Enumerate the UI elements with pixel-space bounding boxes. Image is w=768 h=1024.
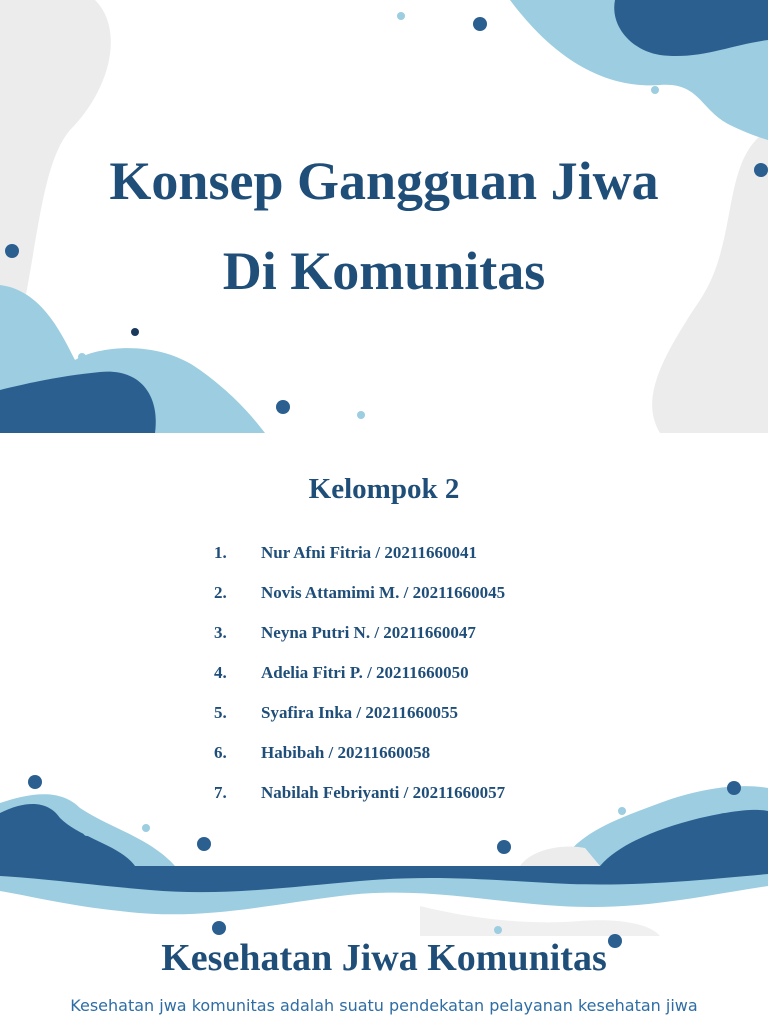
list-item: [0, 663, 768, 687]
list-number: 6.: [214, 743, 227, 762]
member-name: Syafira Inka / 20211660055: [261, 703, 458, 722]
list-item: [0, 783, 768, 807]
section-body-text: Kesehatan jwa komunitas adalah suatu pendekatan pelayanan kesehatan jiwa: [70, 996, 698, 1015]
list-number: 4.: [214, 663, 227, 682]
list-number: 2.: [214, 583, 227, 602]
list-number: 3.: [214, 623, 227, 642]
member-name: Habibah / 20211660058: [261, 743, 431, 762]
list-number: 5.: [214, 703, 227, 722]
presentation-title-line2: Di Komunitas: [222, 241, 546, 301]
list-item: [0, 703, 768, 727]
member-name: Nabilah Febriyanti / 20211660057: [261, 783, 506, 802]
slide-group-members: [0, 433, 768, 866]
list-number: 7.: [214, 783, 227, 802]
member-name: Neyna Putri N. / 20211660047: [261, 623, 476, 642]
presentation-title-line1: Konsep Gangguan Jiwa: [109, 151, 659, 211]
list-item: [0, 543, 768, 567]
list-number: 1.: [214, 543, 227, 562]
member-name: Nur Afni Fitria / 20211660041: [261, 543, 477, 562]
member-name: Novis Attamimi M. / 20211660045: [261, 583, 506, 602]
section-title: Kesehatan Jiwa Komunitas: [161, 937, 607, 979]
group-heading: Kelompok 2: [308, 473, 460, 505]
member-name: Adelia Fitri P. / 20211660050: [261, 663, 469, 682]
slide-title: [0, 0, 768, 433]
slide-community-mental-health: [0, 866, 768, 1024]
list-item: [0, 743, 768, 767]
list-item: [0, 583, 768, 607]
list-item: [0, 623, 768, 647]
